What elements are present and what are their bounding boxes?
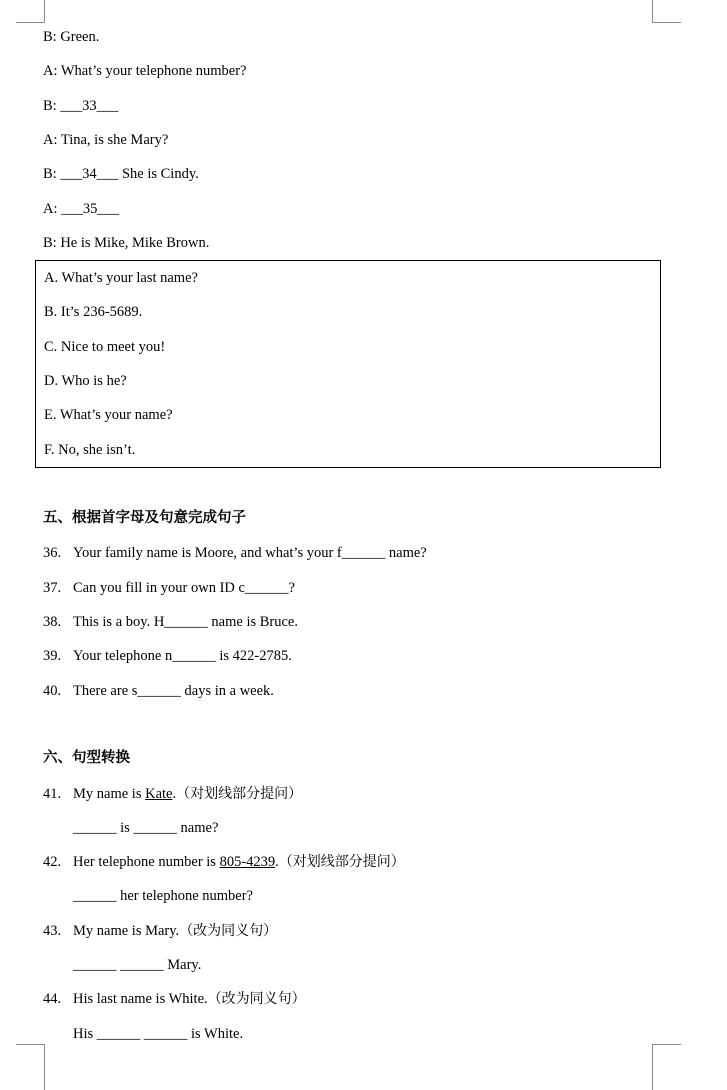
answer-blank-line: His ______ ______ is White. <box>73 1026 244 1042</box>
question-number: 42. <box>43 854 62 870</box>
section-6-title: 六、句型转换 <box>43 750 130 766</box>
question-text: There are s______ days in a week. <box>73 683 274 699</box>
underlined-word: 805-4239 <box>219 854 276 870</box>
question-number: 36. <box>43 545 62 561</box>
question-number: 41. <box>43 786 62 802</box>
option-d: D. Who is he? <box>44 373 127 389</box>
page-corner-mark-bottom-left <box>16 1044 45 1090</box>
instruction-note: （对划线部分提问） <box>176 786 303 802</box>
question-number: 38. <box>43 614 62 630</box>
dialogue-line: B: Green. <box>43 29 100 45</box>
dialogue-line: B: He is Mike, Mike Brown. <box>43 235 210 251</box>
answer-blank-line: ______ ______ Mary. <box>73 957 202 973</box>
option-a: A. What’s your last name? <box>44 270 198 286</box>
question-44-text <box>73 990 306 1008</box>
page-corner-mark-top-right <box>652 0 681 23</box>
instruction-note: （改为同义句） <box>179 923 278 939</box>
dialogue-line: A: ___35___ <box>43 201 120 217</box>
question-number: 44. <box>43 991 62 1007</box>
question-text: Your family name is Moore, and what’s your f______ name? <box>73 545 427 561</box>
answer-blank-line: ______ is ______ name? <box>73 820 219 836</box>
question-text-part: . <box>172 786 177 802</box>
question-number: 40. <box>43 683 62 699</box>
page-corner-mark-top-left <box>16 0 45 23</box>
answer-blank-line: ______ her telephone number? <box>73 888 253 904</box>
option-f: F. No, she isn’t. <box>44 442 136 458</box>
question-text-part: Her telephone number is <box>73 854 220 870</box>
option-c: C. Nice to meet you! <box>44 339 166 355</box>
question-41-text <box>73 785 302 803</box>
question-number: 37. <box>43 580 62 596</box>
underlined-word: Kate <box>145 786 173 802</box>
question-text-part: My name is <box>73 786 146 802</box>
page-corner-mark-bottom-right <box>652 1044 681 1090</box>
dialogue-line: A: Tina, is she Mary? <box>43 132 169 148</box>
question-42-text <box>73 853 405 871</box>
dialogue-line: A: What’s your telephone number? <box>43 63 247 79</box>
option-e: E. What’s your name? <box>44 407 173 423</box>
dialogue-line: B: ___33___ <box>43 98 119 114</box>
question-text: Your telephone n______ is 422-2785. <box>73 648 292 664</box>
question-43-text <box>73 922 277 940</box>
instruction-note: （改为同义句） <box>207 991 306 1007</box>
question-text: Can you fill in your own ID c______? <box>73 580 295 596</box>
question-text-part: My name is Mary. <box>73 923 180 939</box>
options-box <box>35 260 661 468</box>
question-number: 39. <box>43 648 62 664</box>
question-text-part: . <box>275 854 279 870</box>
question-text-part: His last name is White. <box>73 991 208 1007</box>
question-number: 43. <box>43 923 62 939</box>
section-5-title: 五、根据首字母及句意完成句子 <box>43 510 246 526</box>
option-b: B. It’s 236-5689. <box>44 304 143 320</box>
question-text: This is a boy. H______ name is Bruce. <box>73 614 298 630</box>
instruction-note: （对划线部分提问） <box>278 854 405 870</box>
dialogue-line: B: ___34___ She is Cindy. <box>43 166 199 182</box>
